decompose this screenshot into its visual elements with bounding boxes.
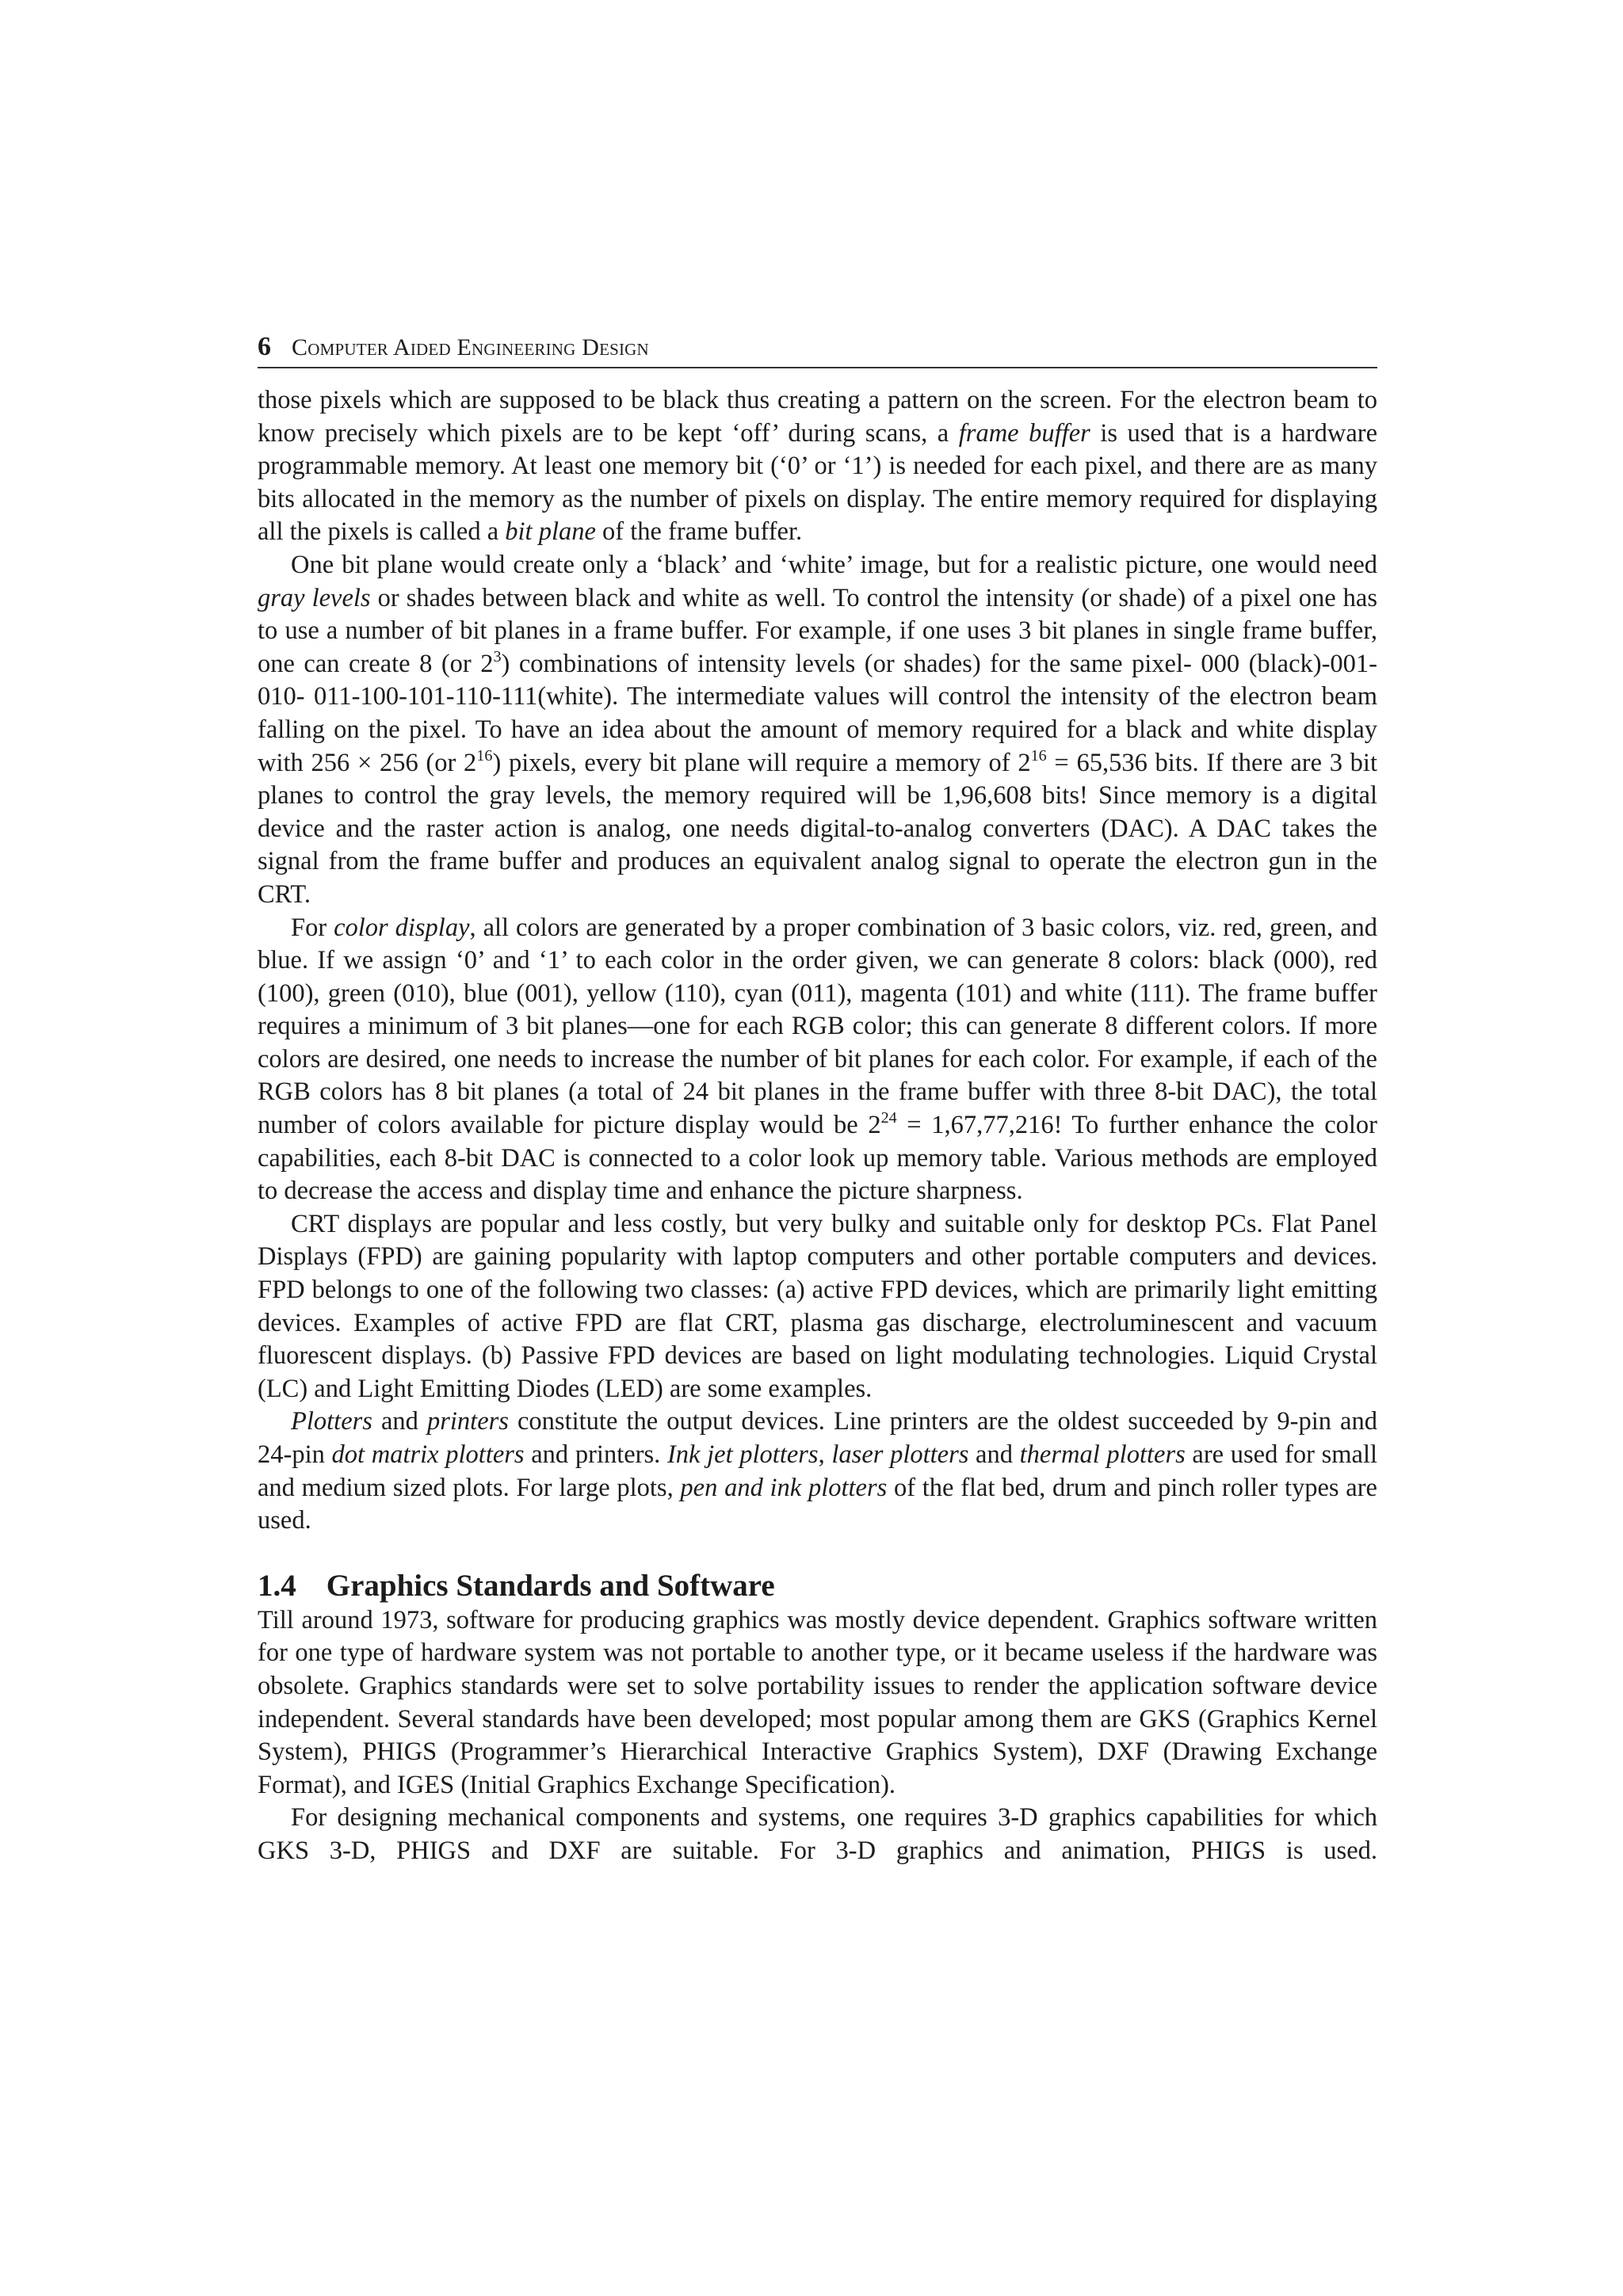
term-printers: printers — [427, 1407, 509, 1436]
paragraph-flat-panel-displays: CRT displays are popular and less costly, but very bulky and suitable only for desktop PCs. Flat Panel Displays (FPD) are gaining popularity with laptop computers and other portable computers and devices. FPD belongs to one of the following two classes: (a) active FPD devices, which are primarily light emitting devices. Examples of active FPD are flat CRT, plasma gas discharge, electroluminescent and vacuum fluorescent displays. (b) Passive FPD devices are based on light modulating technologies. Liquid Crystal (LC) and Light Emitting Diodes (LED) are some examples. — [258, 1209, 1377, 1403]
term-plotters: Plotters — [291, 1407, 372, 1436]
text-run: and — [372, 1407, 427, 1436]
text-run: constitute the output devices. Line printers are the oldest succeeded by 9-pin and 24-pin — [258, 1407, 1377, 1469]
text-run: ) pixels, every bit plane will require a memory of 2 — [492, 748, 1031, 777]
section-number: 1.4 — [258, 1568, 296, 1603]
paragraph-graphics-standards: Till around 1973, software for producing graphics was mostly device dependent. Graphics software written for one type of hardware system was not portable to another type, or it became useless if the hardware was obsolete. Graphics standards were set to solve portability issues to render the application software device independent. Several standards have been developed; most popular among them are GKS (Graphics Kernel System), PHIGS (Programmer’s Hierarchical Interactive Graphics System), DXF (Drawing Exchange Format), and IGES (Initial Graphics Exchange Specification). — [258, 1605, 1377, 1799]
text-run: = 1,67,77,216! To further enhance the color capabilities, each 8-bit DAC is connected to a color look up memory table. Various methods are employed to decrease the access and display time and enhance the picture sharpness. — [258, 1111, 1377, 1206]
text-run: are used for small and medium sized plots. For large plots, — [258, 1440, 1377, 1502]
body-text — [258, 384, 1377, 1868]
paragraph-plotters-printers — [258, 1405, 1377, 1537]
text-run: and — [968, 1440, 1020, 1469]
superscript: 24 — [880, 1109, 897, 1127]
term-bit-plane: bit plane — [505, 517, 596, 547]
book-page — [258, 331, 1377, 1868]
running-head — [258, 331, 1377, 368]
paragraph-gray-levels — [258, 549, 1377, 912]
book-title: Computer Aided Engineering Design — [292, 334, 649, 360]
superscript: 3 — [493, 647, 502, 666]
term-color-display: color display — [334, 913, 470, 942]
superscript: 16 — [1030, 746, 1047, 765]
text-run: , — [818, 1440, 832, 1469]
text-run: or shades between black and white as well. To control the intensity (or shade) of a pixel one has to use a number of bit planes in a frame buffer. For example, if one uses 3 bit planes in single frame buffer, one can create 8 (or 2 — [258, 583, 1377, 678]
text-run: of the frame buffer. — [595, 517, 803, 547]
paragraph-frame-buffer — [258, 384, 1377, 549]
text-run: = 65,536 bits. If there are 3 bit planes to control the gray levels, the memory required will be 1,96,608 bits! Since memory is a digital device and the raster action is analog, one needs digital-to-analog converters (DAC). A DAC takes the signal from the frame buffer and produces an equivalent analog signal to operate the electron gun in the CRT. — [258, 748, 1377, 909]
text-run: One bit plane would create only a ‘black’ and ‘white’ image, but for a realistic picture, one would need — [291, 550, 1377, 579]
term-laser-plotters: laser plotters — [831, 1440, 969, 1469]
text-run: and printers. — [524, 1440, 667, 1469]
term-dot-matrix-plotters: dot matrix plotters — [331, 1440, 525, 1469]
section-title: Graphics Standards and Software — [326, 1568, 775, 1603]
term-gray-levels: gray levels — [258, 583, 371, 612]
page-number: 6 — [258, 332, 271, 361]
text-run: is used that is a hardware programmable memory. At least one memory bit (‘0’ or ‘1’) is needed for each pixel, and there are as many bits allocated in the memory as the number of pixels on display. The entire memory required for displaying all the pixels is called a — [258, 418, 1377, 547]
term-ink-jet-plotters: Ink jet plotters — [666, 1440, 819, 1469]
term-thermal-plotters: thermal plotters — [1019, 1440, 1186, 1469]
paragraph-color-display — [258, 912, 1377, 1208]
text-run: of the flat bed, drum and pinch roller types are used. — [258, 1473, 1377, 1535]
text-run: For — [291, 913, 334, 942]
text-run: those pixels which are supposed to be black thus creating a pattern on the screen. For the electron beam to know precisely which pixels are to be kept ‘off’ during scans, a — [258, 386, 1377, 448]
term-pen-and-ink-plotters: pen and ink plotters — [680, 1473, 888, 1502]
term-frame-buffer: frame buffer — [958, 418, 1090, 448]
superscript: 16 — [476, 746, 493, 765]
paragraph-3d-graphics: For designing mechanical components and systems, one requires 3-D graphics capabilities for which GKS 3-D, PHIGS and DXF are suitable. For 3-D graphics and animation, PHIGS is used. — [258, 1803, 1377, 1865]
text-run: , all colors are generated by a proper combination of 3 basic colors, viz. red, green, and blue. If we assign ‘0’ and ‘1’ to each color in the order given, we can generate 8 colors: black (000), red (100), green (010), blue (001), yellow (110), cyan (011), magenta (101) and white (111). The frame buffer requires a minimum of 3 bit planes—one for each RGB color; this can generate 8 different colors. If more colors are desired, one needs to increase the number of bit planes for each color. For example, if each of the RGB colors has 8 bit planes (a total of 24 bit planes in the frame buffer with three 8-bit DAC), the total number of colors available for picture display would be 2 — [258, 913, 1377, 1140]
text-run: ) combinations of intensity levels (or shades) for the same pixel- 000 (black)-001-010- 011-100-101-110-111(white). The intermediate values will control the intensity of the electron beam falling on the pixel. To have an idea about the amount of memory required for a black and white display with 256 × 256 (or 2 — [258, 649, 1377, 777]
section-heading — [258, 1568, 1377, 1604]
